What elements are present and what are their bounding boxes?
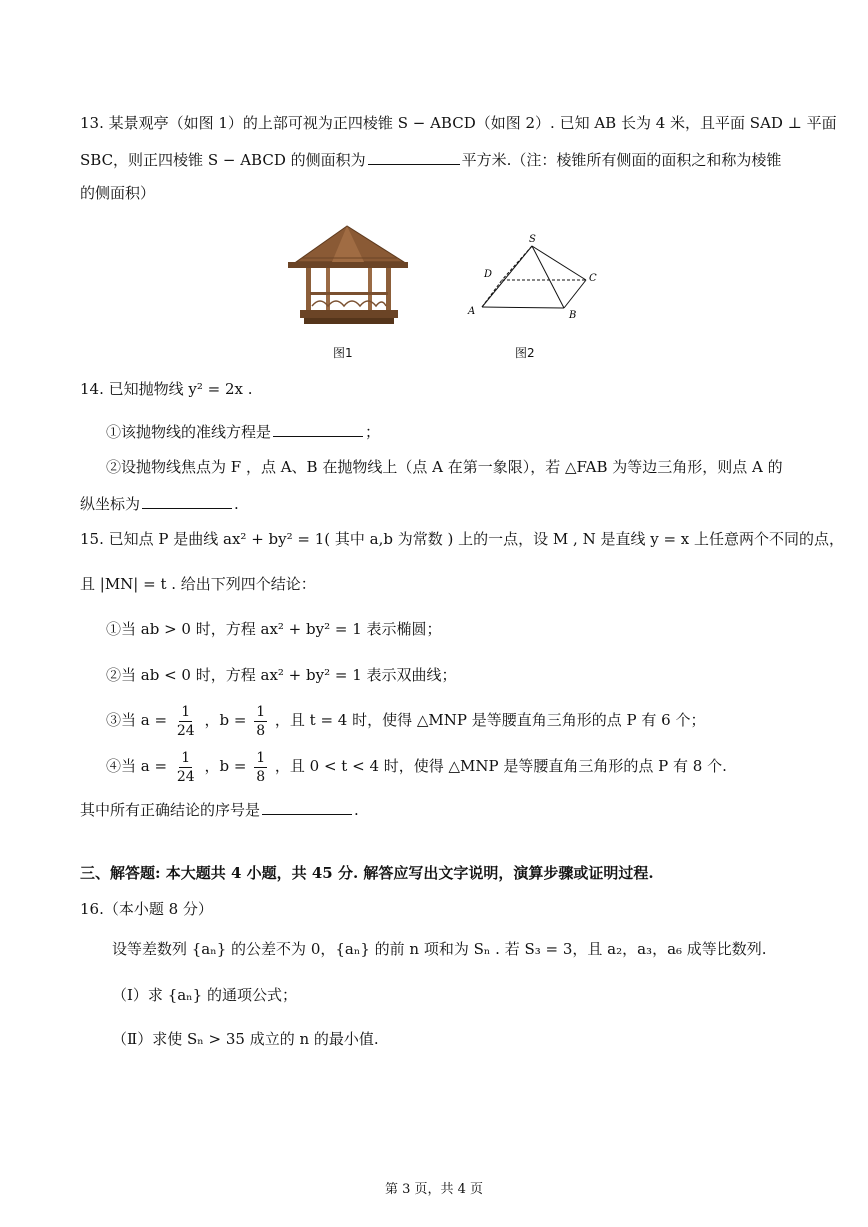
c3-pre: ③当 a = [106,711,168,729]
q14-part2-end-text: 纵坐标为 [80,495,141,513]
fraction-b2 [254,749,267,786]
q13-line3: 的侧面积） [80,184,156,202]
q15-stem: 15. 已知点 P 是曲线 ax² + by² = 1( 其中 a,b 为常数 ) 上的一点，设 M , N 是直线 y = x 上任意两个不同的点， [80,530,845,548]
frac-a2-num: 1 [181,749,191,766]
label-S: S [529,234,536,245]
frac-a-num: 1 [181,703,191,720]
frac-a-den: 24 [176,722,195,739]
frac-b-den: 8 [256,722,266,739]
q15-conclusion1: ①当 ab > 0 时，方程 ax² + by² = 1 表示椭圆； [106,620,442,638]
pavilion-figure [282,222,412,332]
fig2-caption: 图2 [515,346,535,360]
pyramid-figure [462,230,604,324]
fraction-b [254,703,267,740]
q15-stem2: 且 |MN| = t . 给出下列四个结论： [80,575,316,593]
q13-line2-start: SBC，则正四棱锥 S − ABCD 的侧面积为 [80,151,366,169]
q15-answer-blank[interactable] [262,798,352,815]
q14-part1-end: ； [365,423,381,441]
q14-part2-end [80,492,239,515]
q15-conclusion3 [106,700,705,740]
c3-post: ，且 t = 4 时，使得 △MNP 是等腰直角三角形的点 P 有 6 个； [274,711,706,729]
q13-answer-blank[interactable] [368,148,460,165]
q14-stem: 14. 已知抛物线 y² = 2x . [80,380,253,398]
q14-answer2-blank[interactable] [142,492,232,509]
q16-head: 16.（本小题 8 分） [80,900,213,918]
q15-end-period: . [354,801,359,819]
q14-part1 [106,420,380,443]
label-B: B [569,310,577,321]
c4-mid: ，b = [204,757,247,775]
q14-part1-text: ①该抛物线的准线方程是 [106,423,272,441]
page-footer: 第 3 页，共 4 页 [384,1182,484,1197]
fraction-a2 [175,749,197,786]
c4-post: ，且 0 < t < 4 时，使得 △MNP 是等腰直角三角形的点 P 有 8 个. [274,757,727,775]
fraction-a [175,703,197,740]
q13-line2 [80,148,781,171]
q14-part2: ②设抛物线焦点为 F ，点 A、B 在抛物线上（点 A 在第一象限），若 △FAB 为等边三角形，则点 A 的 [106,458,783,476]
label-D: D [484,269,493,280]
q15-conclusion4 [106,746,727,786]
q15-conclusion2: ②当 ab < 0 时，方程 ax² + by² = 1 表示双曲线； [106,666,457,684]
frac-b-num: 1 [256,703,266,720]
frac-b2-den: 8 [256,768,266,785]
q13-line1: 13. 某景观亭（如图 1）的上部可视为正四棱锥 S − ABCD（如图 2）. 已知 AB 长为 4 米，且平面 SAD ⊥ 平面 [80,114,837,132]
q15-end-text: 其中所有正确结论的序号是 [80,801,261,819]
q15-end [80,798,359,821]
q16-part-ii: （Ⅱ）求使 Sₙ > 35 成立的 n 的最小值. [112,1030,379,1048]
frac-a2-den: 24 [176,768,195,785]
q13-line2-end: 平方米.（注：棱锥所有侧面的面积之和称为棱锥 [461,151,782,169]
section3-heading: 三、解答题: 本大题共 4 小题，共 45 分. 解答应写出文字说明，演算步骤或证明过程. [80,864,654,882]
q16-part-i: （Ⅰ）求 {aₙ} 的通项公式； [112,986,297,1004]
q14-part2-period: . [234,495,239,513]
fig1-caption: 图1 [333,346,353,360]
q16-body: 设等差数列 {aₙ} 的公差不为 0，{aₙ} 的前 n 项和为 Sₙ . 若 S₃ = 3，且 a₂，a₃，a₆ 成等比数列. [112,940,767,958]
frac-b2-num: 1 [256,749,266,766]
c4-pre: ④当 a = [106,757,168,775]
label-A: A [468,306,476,317]
c3-mid: ，b = [204,711,247,729]
q14-answer1-blank[interactable] [273,420,363,437]
label-C: C [589,273,597,284]
